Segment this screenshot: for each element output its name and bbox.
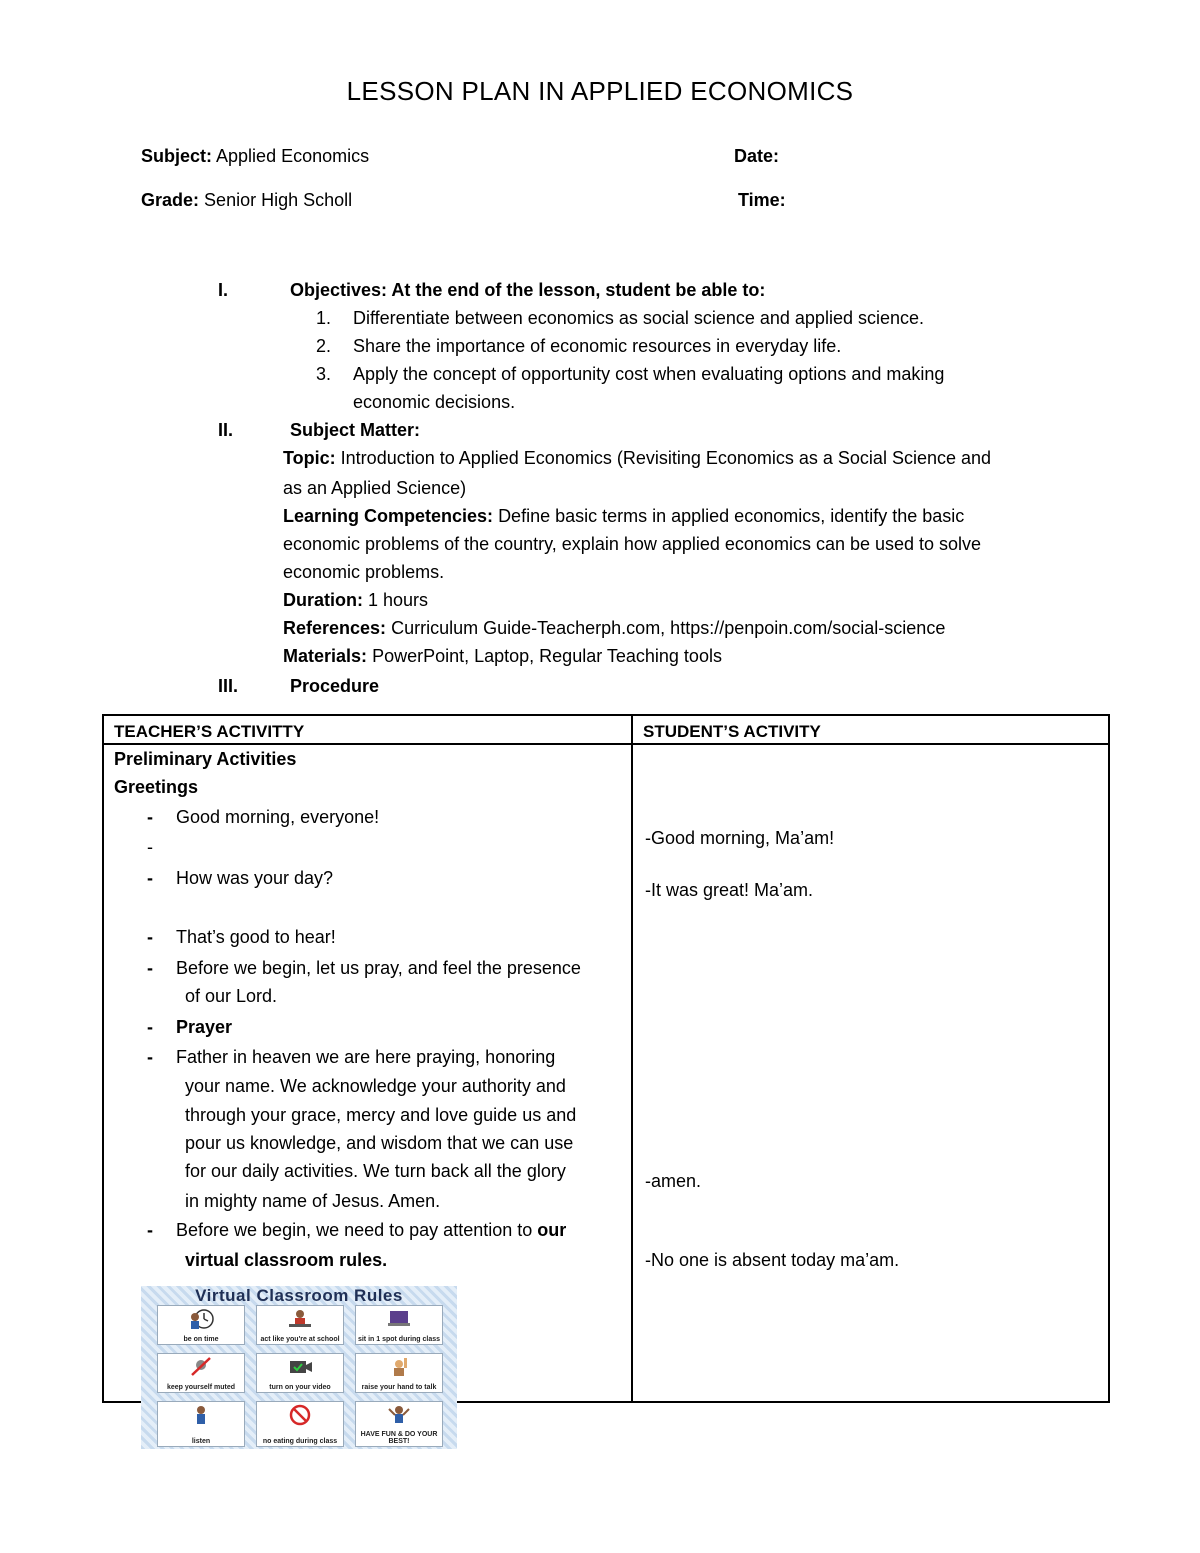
rules-intro-bold: our — [537, 1220, 567, 1240]
prayer-heading: Prayer — [176, 1017, 233, 1037]
rules-intro-text: Before we begin, we need to pay attention to — [176, 1220, 538, 1240]
camera-icon — [287, 1356, 313, 1378]
time-label: Time: — [738, 190, 786, 210]
references-value: Curriculum Guide-Teacherph.com, https://penpoin.com/social-science — [391, 618, 946, 638]
objectives-heading: Objectives: At the end of the lesson, student be able to: — [290, 280, 766, 300]
preliminary-activities-heading: Preliminary Activities — [114, 749, 297, 769]
mute-icon — [188, 1356, 214, 1378]
teacher-how-was-day: How was your day? — [176, 868, 334, 888]
prayer-text: for our daily activities. We turn back all the glory — [185, 1161, 566, 1181]
student-day-reply: -It was great! Ma’am. — [645, 880, 814, 900]
bullet-dash: - — [147, 927, 153, 947]
teacher-rules-intro — [176, 1220, 566, 1241]
topic-value: Introduction to Applied Economics (Revisiting Economics as a Social Science and — [340, 448, 992, 468]
prayer-text: pour us knowledge, and wisdom that we can use — [185, 1133, 574, 1153]
student-activity-header: STUDENT’S ACTIVITY — [643, 722, 821, 741]
subject-matter-numeral: II. — [218, 420, 234, 440]
subject-value: Applied Economics — [216, 146, 370, 166]
date-label: Date: — [734, 146, 780, 166]
teacher-pray-intro-continued: of our Lord. — [185, 986, 278, 1006]
grade-label: Grade: — [141, 190, 200, 210]
prayer-text: through your grace, mercy and love guide us and — [185, 1105, 577, 1125]
competencies-line — [283, 506, 964, 527]
objective-number: 2. — [316, 336, 332, 356]
rule-label: sit in 1 spot during class — [357, 1336, 441, 1343]
teacher-good-to-hear: That’s good to hear! — [176, 927, 336, 947]
teacher-rules-intro-continued: virtual classroom rules. — [185, 1250, 388, 1270]
rule-label: turn on your video — [269, 1384, 331, 1391]
references-label: References: — [283, 618, 387, 638]
materials-label: Materials: — [283, 646, 368, 666]
prayer-text: your name. We acknowledge your authority and — [185, 1076, 566, 1096]
prayer-text: Father in heaven we are here praying, honoring — [176, 1047, 556, 1067]
grade-value: Senior High Scholl — [204, 190, 353, 210]
raise-hand-icon — [386, 1356, 412, 1378]
bullet-dash: - — [147, 1047, 153, 1067]
cheer-icon — [386, 1404, 412, 1426]
student-attendance: -No one is absent today ma’am. — [645, 1250, 900, 1270]
rule-label: listen — [191, 1438, 211, 1445]
rule-label: no eating during class — [262, 1438, 338, 1445]
rule-tile — [355, 1305, 443, 1345]
laptop-icon — [386, 1308, 412, 1330]
student-amen: -amen. — [645, 1171, 702, 1191]
desk-icon — [287, 1308, 313, 1330]
teacher-good-morning: Good morning, everyone! — [176, 807, 380, 827]
subject-label: Subject: — [141, 146, 213, 166]
objective-number: 1. — [316, 308, 332, 328]
topic-label: Topic: — [283, 448, 336, 468]
bullet-dash: - — [147, 807, 153, 827]
materials-line — [283, 646, 722, 667]
procedure-numeral: III. — [218, 676, 239, 696]
table-header-divider — [102, 743, 1110, 745]
duration-line — [283, 590, 428, 611]
rule-tile — [157, 1353, 245, 1393]
topic-line — [283, 448, 991, 469]
prayer-text: in mighty name of Jesus. Amen. — [185, 1191, 441, 1211]
rule-label: keep yourself muted — [166, 1384, 236, 1391]
objective-item-continued: economic decisions. — [353, 392, 516, 412]
teacher-activity-header: TEACHER’S ACTIVITTY — [114, 722, 305, 741]
rule-label: be on time — [183, 1336, 219, 1343]
materials-value: PowerPoint, Laptop, Regular Teaching tools — [372, 646, 722, 666]
page-title: LESSON PLAN IN APPLIED ECONOMICS — [346, 76, 854, 106]
bullet-dash: - — [147, 1017, 153, 1037]
poster-title: Virtual Classroom Rules — [195, 1286, 403, 1305]
rule-tile — [355, 1401, 443, 1447]
rule-tile — [355, 1353, 443, 1393]
bullet-dash: - — [147, 1220, 153, 1240]
rule-label: act like you're at school — [260, 1336, 340, 1343]
bullet-dash: - — [147, 837, 153, 857]
student-good-morning: -Good morning, Ma’am! — [645, 828, 835, 848]
duration-value: 1 hours — [368, 590, 429, 610]
procedure-heading: Procedure — [290, 676, 380, 696]
rule-label: HAVE FUN & DO YOUR BEST! — [360, 1431, 438, 1445]
clock-icon — [188, 1308, 214, 1330]
rule-tile — [157, 1401, 245, 1447]
bullet-dash: - — [147, 868, 153, 888]
objective-item: Share the importance of economic resources in everyday life. — [353, 336, 842, 356]
greetings-heading: Greetings — [114, 777, 199, 797]
rule-tile — [256, 1305, 344, 1345]
rule-label: raise your hand to talk — [361, 1384, 437, 1391]
competencies-label: Learning Competencies: — [283, 506, 494, 526]
rule-tile — [256, 1401, 344, 1447]
objectives-numeral: I. — [218, 280, 229, 300]
competencies-continued: economic problems. — [283, 562, 445, 582]
virtual-classroom-rules-poster — [141, 1286, 457, 1449]
competencies-value: Define basic terms in applied economics, identify the basic — [498, 506, 965, 526]
rule-tile — [256, 1353, 344, 1393]
duration-label: Duration: — [283, 590, 363, 610]
table-column-divider — [631, 714, 633, 1403]
no-eating-icon — [287, 1404, 313, 1426]
objective-number: 3. — [316, 364, 332, 384]
subject-line — [141, 146, 369, 167]
references-line — [283, 618, 945, 639]
objective-item: Differentiate between economics as social science and applied science. — [353, 308, 924, 328]
teacher-pray-intro: Before we begin, let us pray, and feel the presence — [176, 958, 581, 978]
objective-item: Apply the concept of opportunity cost when evaluating options and making — [353, 364, 945, 384]
competencies-continued: economic problems of the country, explain how applied economics can be used to solve — [283, 534, 982, 554]
listen-icon — [188, 1404, 214, 1426]
grade-line — [141, 190, 352, 211]
bullet-dash: - — [147, 958, 153, 978]
topic-continued: as an Applied Science) — [283, 478, 467, 498]
subject-matter-heading: Subject Matter: — [290, 420, 421, 440]
rule-tile — [157, 1305, 245, 1345]
